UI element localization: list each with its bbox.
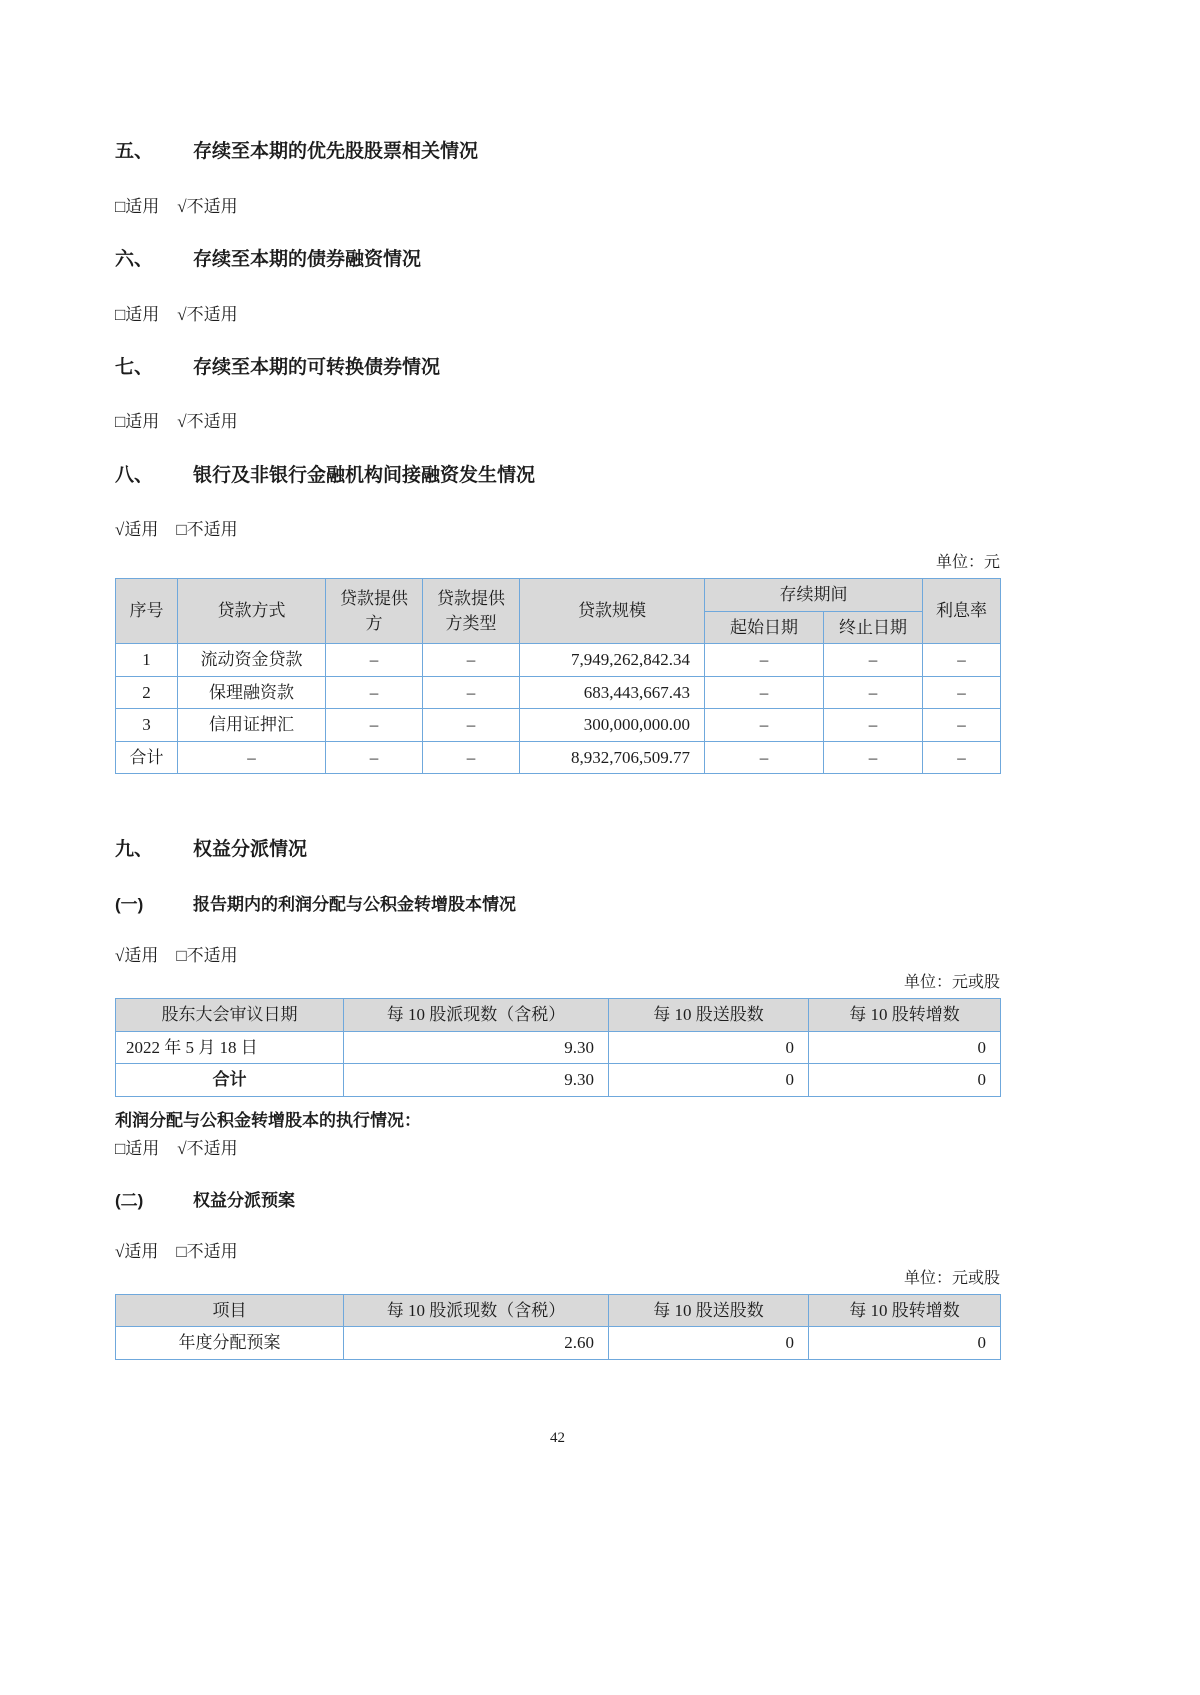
- cell-end: –: [824, 644, 923, 677]
- cell-transfer: 0: [809, 1031, 1001, 1064]
- cell-provider-type: –: [423, 676, 520, 709]
- checkbox-option-unchecked: □适用: [115, 196, 160, 216]
- col-header-scale: 贷款规模: [520, 579, 705, 644]
- cell-start: –: [705, 709, 824, 742]
- cell-scale: 7,949,262,842.34: [520, 644, 705, 677]
- cell-scale: 300,000,000.00: [520, 709, 705, 742]
- dividend-plan-table: [115, 1294, 1001, 1360]
- section-title: 存续至本期的债券融资情况: [193, 248, 422, 270]
- table-row: [116, 1327, 1001, 1360]
- cell-scale: 683,443,667.43: [520, 676, 705, 709]
- loan-table: [115, 578, 1001, 774]
- section-title: 存续至本期的优先股股票相关情况: [193, 141, 479, 162]
- cell-rate: –: [923, 741, 1001, 774]
- cell-end: –: [824, 741, 923, 774]
- cell-method: 流动资金贷款: [178, 644, 326, 677]
- cell-total-label: 合计: [116, 741, 178, 774]
- col-header-end-date: 终止日期: [824, 611, 923, 644]
- table-row: [116, 709, 1001, 742]
- section-number: 七、: [115, 356, 154, 378]
- checkbox-option-unchecked: □不适用: [176, 520, 238, 540]
- table-total-row: [116, 1064, 1001, 1097]
- col-header-provider-type: 贷款提供方类型: [423, 579, 520, 644]
- col-header-bonus-per-10: 每 10 股送股数: [609, 1294, 809, 1327]
- section-title: 权益分派情况: [193, 839, 308, 861]
- checkbox-option-unchecked: □适用: [115, 412, 160, 432]
- cell-seq: 1: [116, 644, 178, 677]
- applicability-line: [115, 411, 1000, 433]
- cell-method: 信用证押汇: [178, 709, 326, 742]
- cell-provider: –: [326, 676, 423, 709]
- col-header-transfer-per-10: 每 10 股转增数: [809, 999, 1001, 1032]
- section-heading-7: [115, 356, 1000, 380]
- cell-end: –: [824, 676, 923, 709]
- checkbox-option-checked: √不适用: [177, 196, 238, 216]
- section-number: 八、: [115, 464, 154, 486]
- checkbox-option-checked: √不适用: [177, 304, 238, 324]
- section-number: 五、: [115, 141, 154, 162]
- cell-start: –: [705, 676, 824, 709]
- cell-transfer: 0: [809, 1327, 1001, 1360]
- checkbox-option-checked: √适用: [115, 946, 159, 966]
- col-header-transfer-per-10: 每 10 股转增数: [809, 1294, 1001, 1327]
- cell-bonus: 0: [609, 1031, 809, 1064]
- subsection-title: 报告期内的利润分配与公积金转增股本情况: [193, 894, 516, 914]
- col-header-seq: 序号: [116, 579, 178, 644]
- checkbox-option-checked: √不适用: [177, 412, 238, 432]
- applicability-line: [115, 1241, 1000, 1263]
- dividend-table: [115, 998, 1001, 1097]
- cell-end: –: [824, 709, 923, 742]
- cell-rate: –: [923, 709, 1001, 742]
- cell-seq: 3: [116, 709, 178, 742]
- col-header-cash-per-10: 每 10 股派现数（含税）: [344, 999, 609, 1032]
- cell-provider: –: [326, 644, 423, 677]
- section-heading-5: [115, 140, 1000, 164]
- applicability-line: [115, 519, 1000, 541]
- col-header-cash-per-10: 每 10 股派现数（含税）: [344, 1294, 609, 1327]
- section-title: 银行及非银行金融机构间接融资发生情况: [193, 464, 536, 486]
- checkbox-option-checked: √适用: [115, 520, 159, 540]
- cell-bonus: 0: [609, 1327, 809, 1360]
- applicability-line: [115, 304, 1000, 326]
- subsection-heading-1: [115, 894, 1000, 915]
- subsection-title: 权益分派预案: [193, 1190, 295, 1210]
- col-header-method: 贷款方式: [178, 579, 326, 644]
- section-heading-9: [115, 838, 1000, 862]
- subsection-number: (二): [115, 1190, 144, 1210]
- cell-provider-type: –: [423, 741, 520, 774]
- checkbox-option-unchecked: □适用: [115, 1138, 160, 1158]
- checkbox-option-unchecked: □不适用: [176, 1241, 238, 1261]
- page-number: 42: [550, 1430, 565, 1446]
- table-row: [116, 1031, 1001, 1064]
- cell-scale: 8,932,706,509.77: [520, 741, 705, 774]
- col-header-meeting-date: 股东大会审议日期: [116, 999, 344, 1032]
- cell-cash: 2.60: [344, 1327, 609, 1360]
- unit-label: 单位：元或股: [903, 974, 1000, 992]
- table-total-row: [116, 741, 1001, 774]
- cell-cash: 9.30: [344, 1064, 609, 1097]
- cell-provider: –: [326, 709, 423, 742]
- cell-meeting-date: 2022 年 5 月 18 日: [116, 1031, 344, 1064]
- cell-provider: –: [326, 741, 423, 774]
- cell-method: 保理融资款: [178, 676, 326, 709]
- cell-bonus: 0: [609, 1064, 809, 1097]
- checkbox-option-unchecked: □适用: [115, 304, 160, 324]
- section-title: 存续至本期的可转换债券情况: [193, 356, 441, 378]
- col-header-bonus-per-10: 每 10 股送股数: [609, 999, 809, 1032]
- cell-rate: –: [923, 644, 1001, 677]
- checkbox-option-unchecked: □不适用: [176, 946, 238, 966]
- section-number: 九、: [115, 839, 154, 861]
- execution-note: 利润分配与公积金转增股本的执行情况：: [115, 1110, 421, 1130]
- cell-start: –: [705, 741, 824, 774]
- applicability-line: [115, 945, 1000, 967]
- section-heading-6: [115, 248, 1000, 272]
- col-header-item: 项目: [116, 1294, 344, 1327]
- cell-provider-type: –: [423, 709, 520, 742]
- cell-provider-type: –: [423, 644, 520, 677]
- cell-item: 年度分配预案: [116, 1327, 344, 1360]
- cell-start: –: [705, 644, 824, 677]
- applicability-line: [115, 196, 1000, 218]
- section-heading-8: [115, 464, 1000, 488]
- checkbox-option-checked: √适用: [115, 1241, 159, 1261]
- unit-label: 单位：元: [935, 554, 1000, 572]
- cell-rate: –: [923, 676, 1001, 709]
- section-number: 六、: [115, 248, 154, 270]
- cell-transfer: 0: [809, 1064, 1001, 1097]
- table-row: [116, 676, 1001, 709]
- cell-method: –: [178, 741, 326, 774]
- applicability-line: [115, 1138, 1000, 1160]
- col-header-start-date: 起始日期: [705, 611, 824, 644]
- col-header-rate: 利息率: [923, 579, 1001, 644]
- cell-cash: 9.30: [344, 1031, 609, 1064]
- col-header-provider: 贷款提供方: [326, 579, 423, 644]
- cell-total-label: 合计: [116, 1064, 344, 1097]
- cell-seq: 2: [116, 676, 178, 709]
- col-header-duration-group: 存续期间: [705, 579, 923, 612]
- unit-label: 单位：元或股: [903, 1270, 1000, 1287]
- table-row: [116, 644, 1001, 677]
- subsection-heading-2: [115, 1190, 1000, 1211]
- subsection-number: (一): [115, 894, 144, 914]
- checkbox-option-checked: √不适用: [177, 1138, 238, 1158]
